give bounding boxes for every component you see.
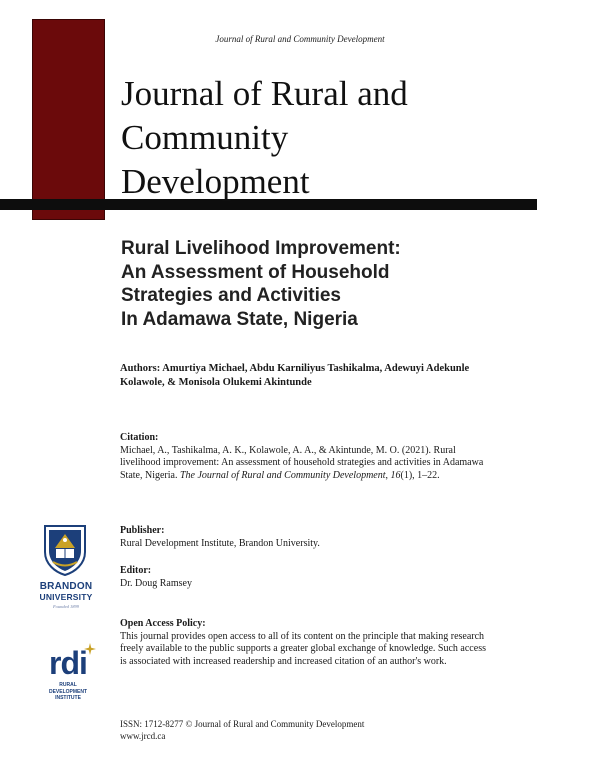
citation-volume: 16 [390,469,401,481]
issn-block [120,718,490,742]
open-access-label: Open Access Policy: [120,618,206,629]
journal-title-line: Community [121,118,289,157]
article-title-line: In Adamawa State, Nigeria [121,308,358,330]
journal-title-line: Journal of Rural and [121,74,408,113]
editor-block [120,565,490,590]
citation-journal: The Journal of Rural and Community Development [179,469,386,481]
open-access-text: This journal provides open access to all of its content on the principle that making research freely available to the public supports a greater global exchange of knowledge. Such access is associated with increased readership and increased citation of an author's work. [120,630,486,667]
publisher-block [120,525,490,550]
sparkle-icon [84,643,96,655]
publisher-label: Publisher: [120,525,165,536]
issn-line: ISSN: 1712-8277 © Journal of Rural and Community Development [120,719,365,729]
citation-text: Michael, A., Tashikalma, A. K., Kolawole, A. A., & Akintunde, M. O. (2021). Rural livelihood improvement: An assessment of household strategies and activities in Adamawa State, Nigeria. [120,444,484,481]
article-title-line: Strategies and Activities [121,285,341,306]
rdi-text-line: DEVELOPMENT [48,688,88,695]
article-title-line: Rural Livelihood Improvement: [121,238,401,259]
website-line: www.jrcd.ca [120,731,166,741]
editor-text: Dr. Doug Ramsey [120,577,192,589]
citation-sep: , [385,469,391,481]
citation-label: Citation: [120,432,159,443]
editor-label: Editor: [120,565,152,576]
rdi-text-line: INSTITUTE [55,695,81,701]
journal-title-line: Development [121,162,310,201]
brandon-name [30,581,102,603]
cover-red-block [32,19,105,220]
brandon-name-line: BRANDON [39,581,93,592]
authors: Authors: Amurtiya Michael, Abdu Karniliyus Tashikalma, Adewuyi Adekunle Kolawole, & Monisola Olukemi Akintunde [120,363,470,388]
open-access-block [120,618,490,668]
brandon-crest-icon [41,522,89,576]
citation-pages: (1), 1–22. [400,469,440,481]
brandon-name-line: UNIVERSITY [39,592,93,602]
publisher-text: Rural Development Institute, Brandon University. [120,537,320,549]
rdi-text [32,682,104,702]
rdi-logo [32,645,104,709]
brandon-university-logo [30,522,102,618]
brandon-founded: Founded 1899 [52,604,80,609]
running-head: Journal of Rural and Community Development [215,34,385,44]
article-title-line: An Assessment of Household [121,261,390,283]
article-title [121,237,541,331]
journal-title [121,72,521,204]
rdi-text-line: RURAL [59,682,77,688]
citation-block [120,432,490,482]
rdi-mark: rdi [49,645,87,681]
